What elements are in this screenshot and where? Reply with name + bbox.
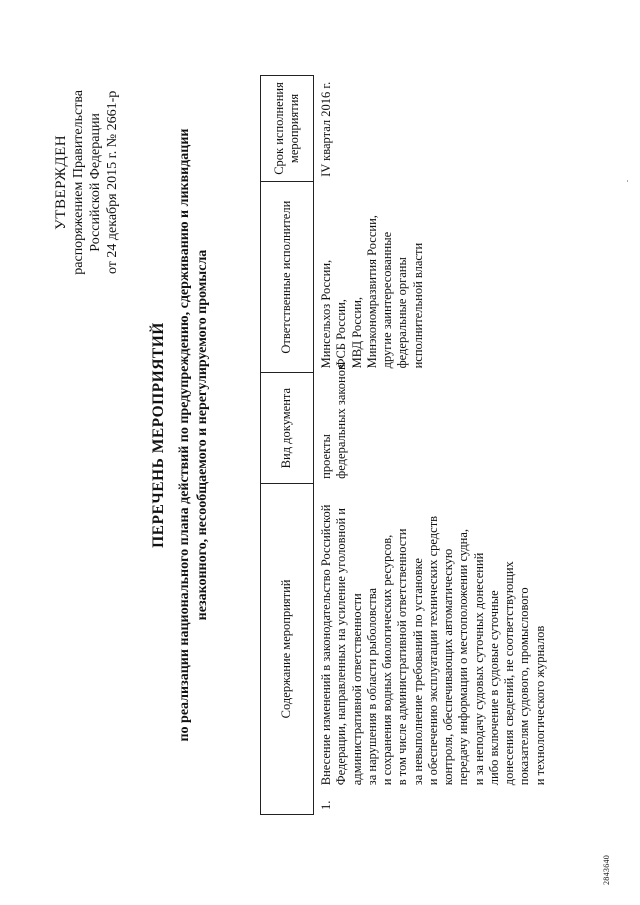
approval-line-2: Российской Федерации <box>88 113 104 252</box>
executor-line: ФСБ России, <box>334 299 349 369</box>
content-line: и технологического журналов <box>532 625 547 786</box>
approval-stamp <box>52 90 122 275</box>
content-line: либо включение в судовые суточные <box>486 590 501 786</box>
header-executors: Ответственные исполнители <box>261 181 314 373</box>
measures-table <box>260 75 553 815</box>
doc-type-line: проекты <box>319 434 333 479</box>
executor-line: другие заинтересованные <box>380 231 394 369</box>
content-line: за нарушения в области рыболовства <box>364 587 379 786</box>
row-number: 1. <box>319 800 333 810</box>
approval-line-1: распоряжением Правительства <box>71 90 87 275</box>
title-block <box>150 85 212 785</box>
approval-line-3: от 24 декабря 2015 г. № 2661-р <box>105 90 121 275</box>
content-line: донесения сведений, не соответствующих <box>502 561 516 786</box>
content-line: передачу информации о местоположении судна, <box>456 528 471 786</box>
content-line: показателям судового, промыслового <box>517 587 532 786</box>
doc-type-line: федеральных законов <box>334 364 349 479</box>
row-executors <box>314 181 553 373</box>
content-line: и за неподачу судовых суточных донесений <box>471 552 486 786</box>
executor-line: федеральные органы <box>395 257 410 369</box>
document-subtitle <box>176 115 212 755</box>
table-body <box>314 76 553 815</box>
executor-line: МВД России, <box>349 296 364 369</box>
content-line: и сохранения водных биологических ресурсов, <box>380 534 394 786</box>
subtitle-line-1: по реализации национального плана действий по предупреждению, сдерживанию и ликвидации <box>177 128 192 742</box>
row-content <box>314 483 553 789</box>
registration-number: 2843640 <box>602 854 611 885</box>
table-header-row <box>261 76 314 815</box>
header-term <box>261 76 314 182</box>
content-line: и обеспечению эксплуатации технических средств <box>425 515 440 786</box>
table-row <box>314 76 553 815</box>
executor-line: Минсельхоз России, <box>319 259 333 369</box>
content-line: административной ответственности <box>349 593 364 786</box>
row-term: IV квартал 2016 г. <box>319 81 333 177</box>
header-doc-type: Вид документа <box>261 373 314 483</box>
content-line: за невыполнение требований по установке <box>410 558 425 786</box>
content-line: в том числе административной ответственности <box>395 528 410 786</box>
executor-line: Минэкономразвития России, <box>364 215 379 369</box>
executor-line: исполнительной власти <box>410 242 425 369</box>
header-term-line-2: мероприятия <box>287 93 301 164</box>
document-title: ПЕРЕЧЕНЬ МЕРОПРИЯТИЙ <box>150 322 167 548</box>
subtitle-line-2: незаконного, несообщаемого и нерегулируемого промысла <box>195 249 211 621</box>
content-line: Внесение изменений в законодательство Российской <box>319 504 333 786</box>
header-content: Содержание мероприятий <box>261 483 314 814</box>
header-term-line-1: Срок исполнения <box>271 82 286 175</box>
content-line: Федерации, направленных на усиление уголовной и <box>334 508 349 786</box>
approval-title: УТВЕРЖДЕН <box>53 134 69 230</box>
content-line: контроля, обеспечивающих автоматическую <box>441 548 455 786</box>
row-doc-type <box>314 364 553 483</box>
scan-artifact <box>627 180 628 182</box>
